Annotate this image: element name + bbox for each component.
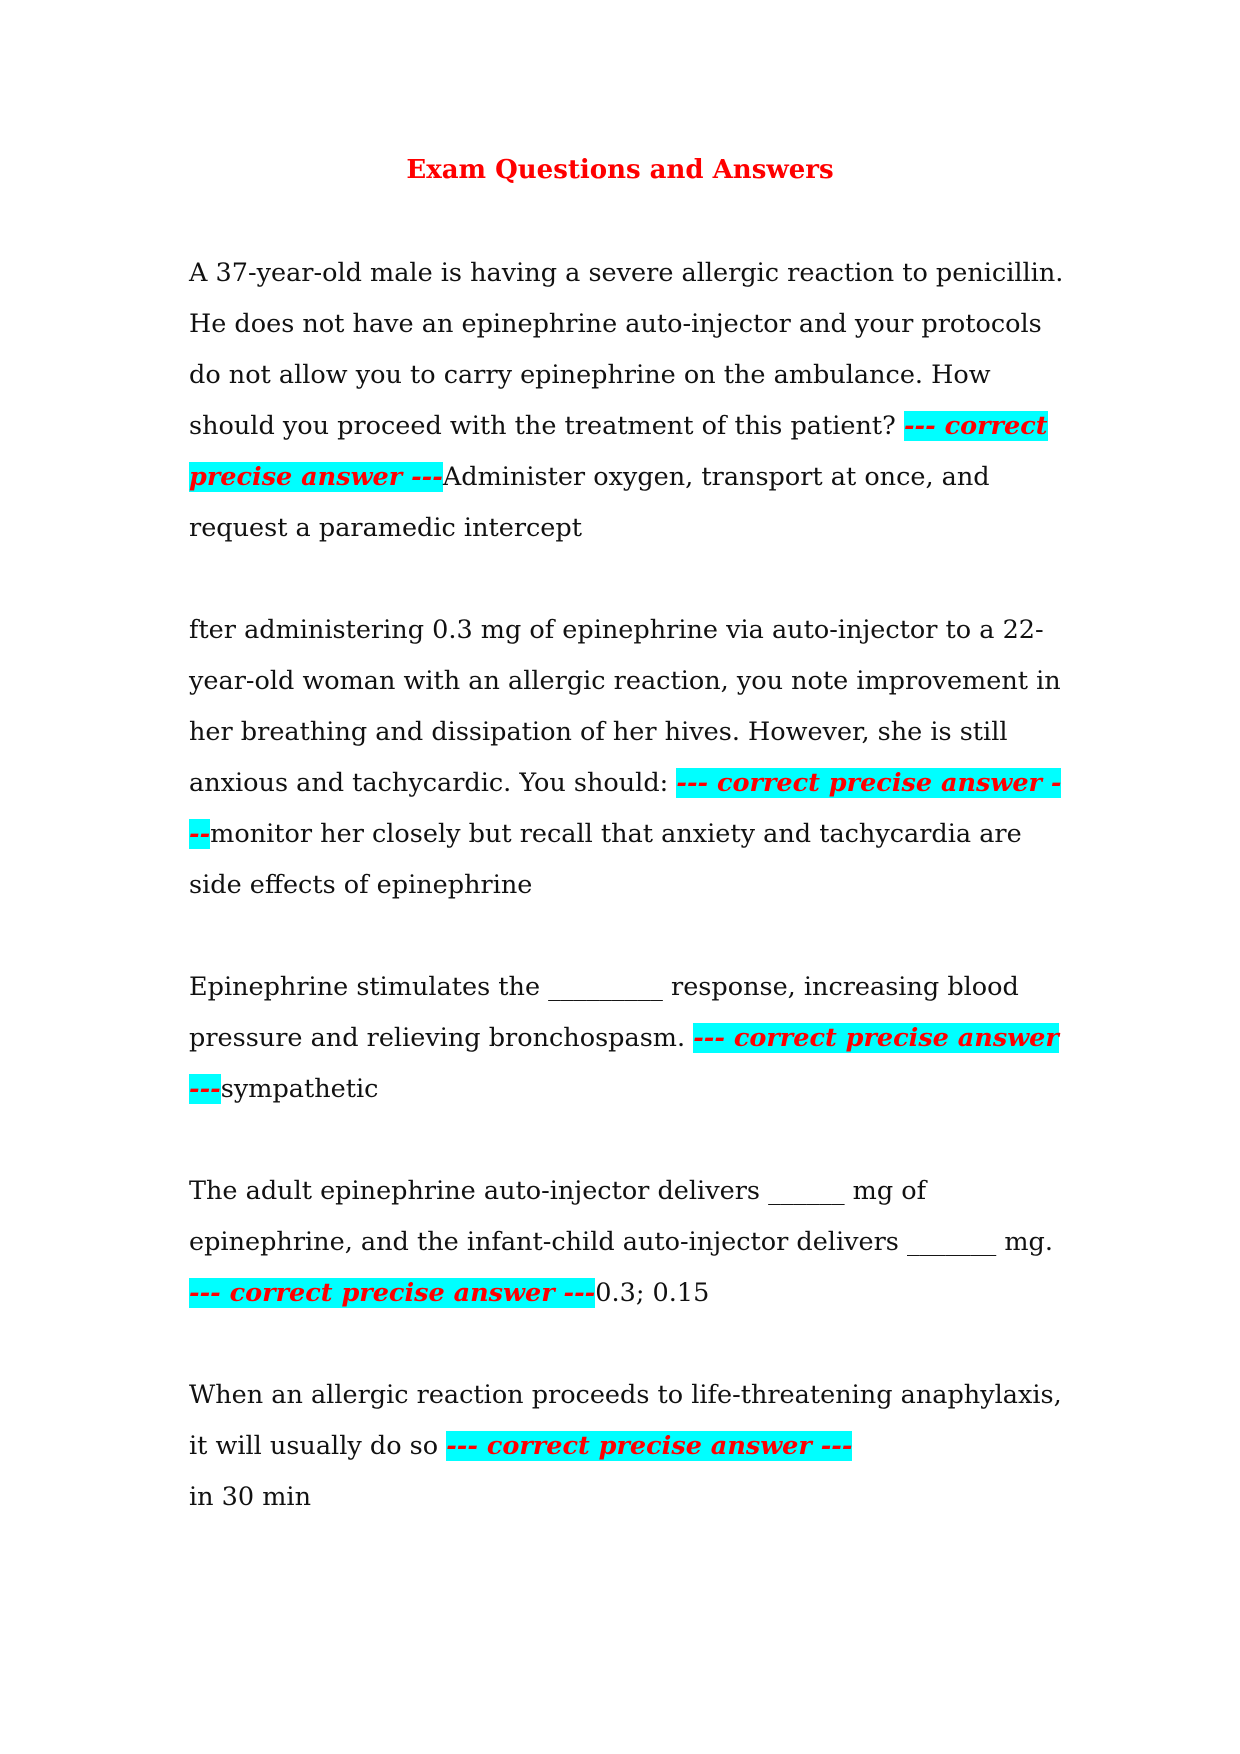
qa-item [189, 962, 1069, 1115]
answer-marker: --- correct precise answer --- [189, 1278, 596, 1308]
answer-marker: --- correct precise answer --- [189, 411, 1048, 492]
question-text: When an allergic reaction proceeds to life-threatening anaphylaxis, it will usually do so [189, 1380, 1062, 1461]
document-title: Exam Questions and Answers [406, 155, 834, 185]
answer-text: sympathetic [220, 1074, 379, 1104]
question-text: A 37-year-old male is having a severe allergic reaction to penicillin. He does not have an epinephrine auto-injector and your protocols do not allow you to carry epinephrine on the ambulance. How should you proceed with the treatment of this patient? [189, 258, 1064, 441]
answer-text: monitor her closely but recall that anxiety and tachycardia are side effects of epinephrine [189, 819, 1022, 900]
answer-marker: --- correct precise answer --- [189, 1023, 1059, 1104]
answer-text: Administer oxygen, transport at once, and request a paramedic intercept [189, 462, 990, 543]
qa-item [189, 605, 1069, 911]
question-text: The adult epinephrine auto-injector delivers ______ mg of epinephrine, and the infant-child auto-injector delivers _______ mg. [189, 1176, 1053, 1257]
qa-list [189, 248, 1069, 1523]
qa-item [189, 1166, 1069, 1319]
answer-marker: --- correct precise answer --- [446, 1431, 853, 1461]
question-text: Epinephrine stimulates the _________ response, increasing blood pressure and relieving bronchospasm. [189, 972, 1019, 1053]
qa-item [189, 248, 1069, 554]
qa-item [189, 1370, 1069, 1523]
answer-text: in 30 min [189, 1482, 311, 1512]
question-text: fter administering 0.3 mg of epinephrine via auto-injector to a 22-year-old woman with an allergic reaction, you note improvement in her breathing and dissipation of her hives. However, she is still anxious and tachycardic. You should: [189, 615, 1061, 798]
answer-text: 0.3; 0.15 [595, 1278, 710, 1308]
answer-marker: --- correct precise answer --- [189, 768, 1062, 849]
